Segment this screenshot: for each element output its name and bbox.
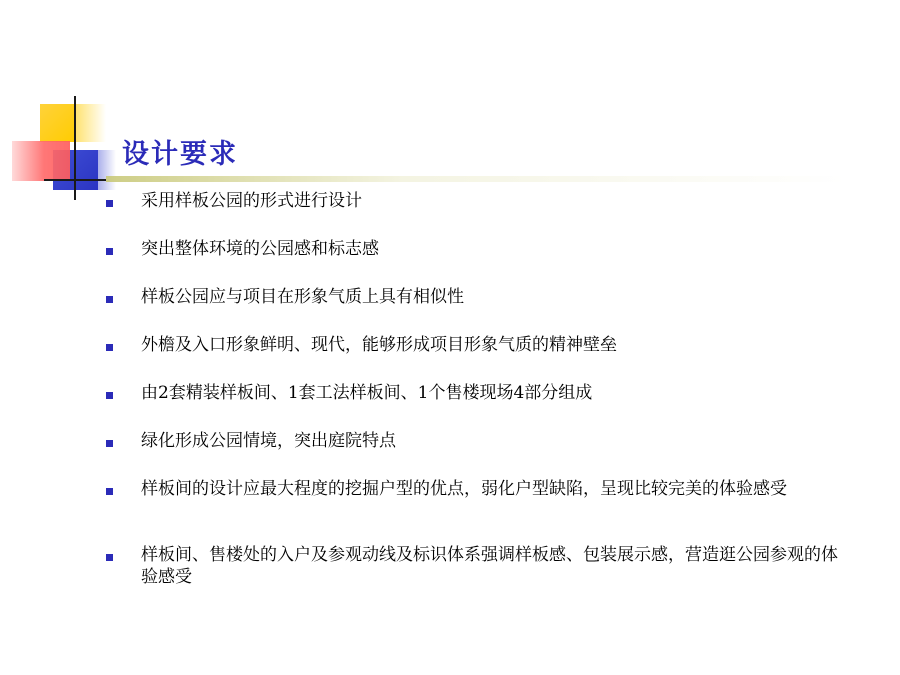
- bullet-square-icon: [106, 488, 113, 495]
- list-item-text: 样板公园应与项目在形象气质上具有相似性: [141, 287, 464, 307]
- bullet-square-icon: [106, 440, 113, 447]
- bullet-square-icon: [106, 200, 113, 207]
- bullet-square-icon: [106, 344, 113, 351]
- list-item-text: 绿化形成公园情境，突出庭院特点: [141, 431, 396, 451]
- list-item-text: 样板间、售楼处的入户及参观动线及标识体系强调样板感、包装展示感，营造逛公园参观的体验感受: [141, 545, 838, 587]
- bullet-square-icon: [106, 248, 113, 255]
- bullet-square-icon: [106, 296, 113, 303]
- list-item-text: 采用样板公园的形式进行设计: [141, 191, 362, 211]
- list-item-text: 外檐及入口形象鲜明、现代，能够形成项目形象气质的精神壁垒: [141, 335, 617, 355]
- bullet-square-icon: [106, 392, 113, 399]
- list-item-text: 样板间的设计应最大程度的挖掘户型的优点，弱化户型缺陷，呈现比较完美的体验感受: [141, 479, 787, 499]
- slide-title: 设计要求: [122, 139, 238, 170]
- bullet-square-icon: [106, 554, 113, 561]
- list-item-text: 突出整体环境的公园感和标志感: [141, 239, 379, 259]
- list-item-text: 由2套精装样板间、1套工法样板间、1个售楼现场4部分组成: [141, 383, 593, 403]
